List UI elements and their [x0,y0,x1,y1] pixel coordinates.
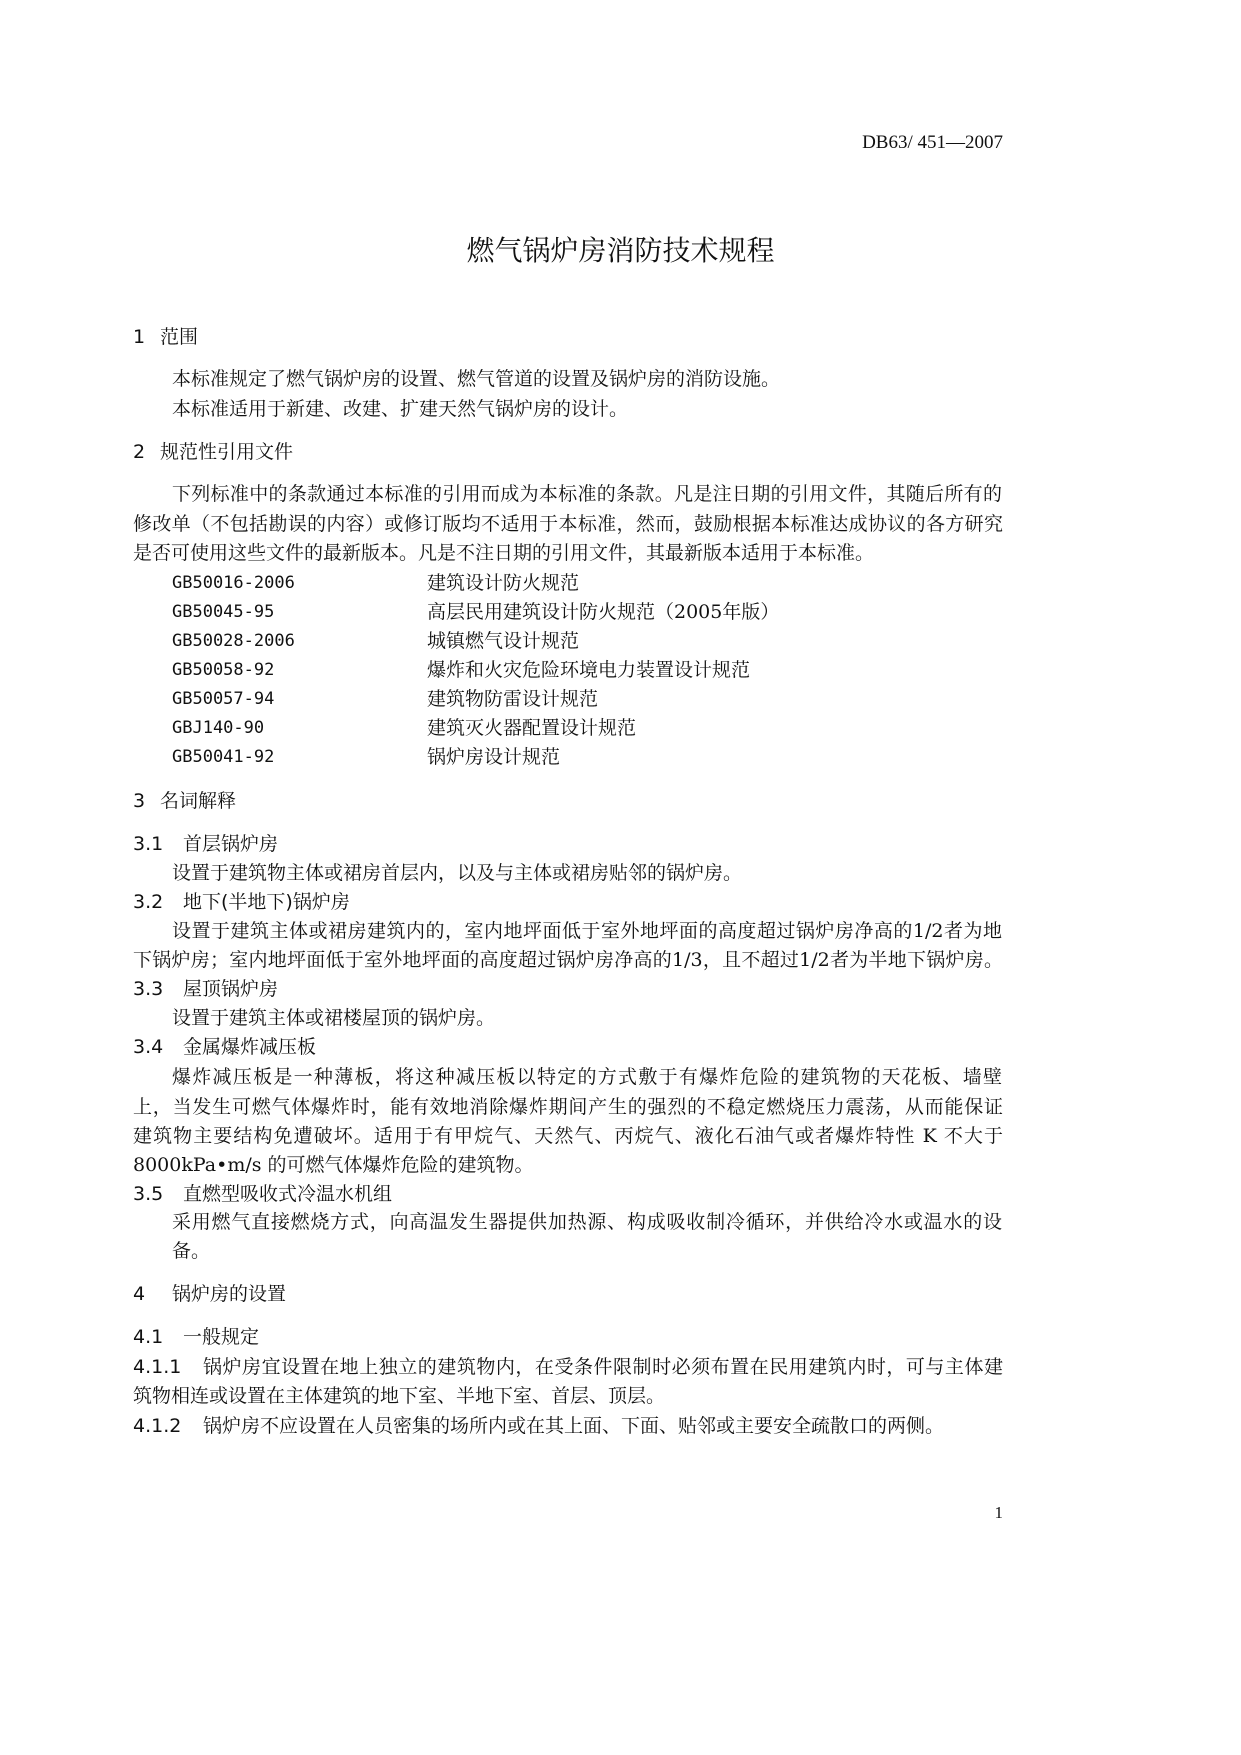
ref-name: 爆炸和火灾危险环境电力装置设计规范 [427,659,751,681]
section-3-title: 名词解释 [160,790,237,812]
paragraph: 下锅炉房；室内地坪面低于室外地坪面的高度超过锅炉房净高的1/3，且不超过1/2者为半地下锅炉房。 [133,949,1003,971]
term-number: 3.1 [133,833,164,855]
section-3-number: 3 [133,790,146,812]
ref-code: GBJ140-90 [172,718,265,738]
section-1-number: 1 [133,326,146,348]
section-2-number: 2 [133,441,146,463]
paragraph: 爆炸减压板是一种薄板，将这种减压板以特定的方式敷于有爆炸危险的建筑物的天花板、墙壁 [172,1066,1002,1088]
section-4-title: 锅炉房的设置 [172,1283,287,1305]
term-title: 屋顶锅炉房 [183,978,279,1000]
section-4-number: 4 [133,1283,146,1305]
paragraph: 是否可使用这些文件的最新版本。凡是不注日期的引用文件，其最新版本适用于本标准。 [133,542,875,564]
paragraph: 设置于建筑主体或裙楼屋顶的锅炉房。 [172,1007,496,1029]
ref-code: GB50041-92 [172,747,275,767]
ref-name: 高层民用建筑设计防火规范（2005年版） [427,601,780,623]
term-number: 3.5 [133,1183,164,1205]
paragraph: 采用燃气直接燃烧方式，向高温发生器提供加热源、构成吸收制冷循环，并供给冷水或温水的设 [172,1211,1002,1233]
clause-number: 4.1.2 [133,1415,182,1437]
clause-number: 4.1.1 [133,1356,182,1378]
ref-code: GB50057-94 [172,689,275,709]
ref-name: 建筑物防雷设计规范 [427,688,599,710]
page-title: 燃气锅炉房消防技术规程 [466,234,775,267]
section-1-title: 范围 [160,326,199,348]
term-title: 首层锅炉房 [183,833,279,855]
ref-name: 建筑设计防火规范 [427,572,580,594]
paragraph: 备。 [172,1240,211,1262]
paragraph: 设置于建筑主体或裙房建筑内的，室内地坪面低于室外地坪面的高度超过锅炉房净高的1/2者为地 [172,920,1002,942]
term-title: 地下(半地下)锅炉房 [183,891,350,913]
paragraph: 下列标准中的条款通过本标准的引用而成为本标准的条款。凡是注日期的引用文件，其随后所有的 [172,483,1002,505]
term-title: 金属爆炸减压板 [183,1036,317,1058]
paragraph: 建筑物主要结构免遭破坏。适用于有甲烷气、天然气、丙烷气、液化石油气或者爆炸特性 K 不大于 [133,1125,1003,1147]
ref-code: GB50028-2006 [172,631,295,651]
paragraph: 本标准适用于新建、改建、扩建天然气锅炉房的设计。 [172,398,629,420]
term-number: 3.2 [133,891,164,913]
ref-name: 锅炉房设计规范 [427,746,561,768]
ref-code: GB50016-2006 [172,573,295,593]
paragraph: 修改单（不包括勘误的内容）或修订版均不适用于本标准，然而，鼓励根据本标准达成协议的各方研究 [133,513,1003,535]
paragraph: 上，当发生可燃气体爆炸时，能有效地消除爆炸期间产生的强烈的不稳定燃烧压力震荡，从而能保证 [133,1096,1003,1118]
paragraph: 设置于建筑物主体或裙房首层内，以及与主体或裙房贴邻的锅炉房。 [172,862,743,884]
paragraph: 锅炉房宜设置在地上独立的建筑物内，在受条件限制时必须布置在民用建筑内时，可与主体建 [203,1356,1003,1378]
standard-number: DB63/ 451—2007 [862,132,1003,153]
ref-code: GB50058-92 [172,660,275,680]
ref-code: GB50045-95 [172,602,275,622]
ref-name: 城镇燃气设计规范 [427,630,580,652]
subsection-number: 4.1 [133,1326,164,1348]
ref-name: 建筑灭火器配置设计规范 [427,717,637,739]
term-number: 3.3 [133,978,164,1000]
subsection-title: 一般规定 [183,1326,260,1348]
paragraph: 本标准规定了燃气锅炉房的设置、燃气管道的设置及锅炉房的消防设施。 [172,368,781,390]
page-number: 1 [994,1503,1003,1522]
term-number: 3.4 [133,1036,164,1058]
paragraph: 8000kPa•m/s 的可燃气体爆炸危险的建筑物。 [133,1154,534,1176]
section-2-title: 规范性引用文件 [160,441,294,463]
paragraph: 锅炉房不应设置在人员密集的场所内或在其上面、下面、贴邻或主要安全疏散口的两侧。 [203,1415,945,1437]
paragraph: 筑物相连或设置在主体建筑的地下室、半地下室、首层、顶层。 [133,1385,666,1407]
term-title: 直燃型吸收式冷温水机组 [183,1183,393,1205]
